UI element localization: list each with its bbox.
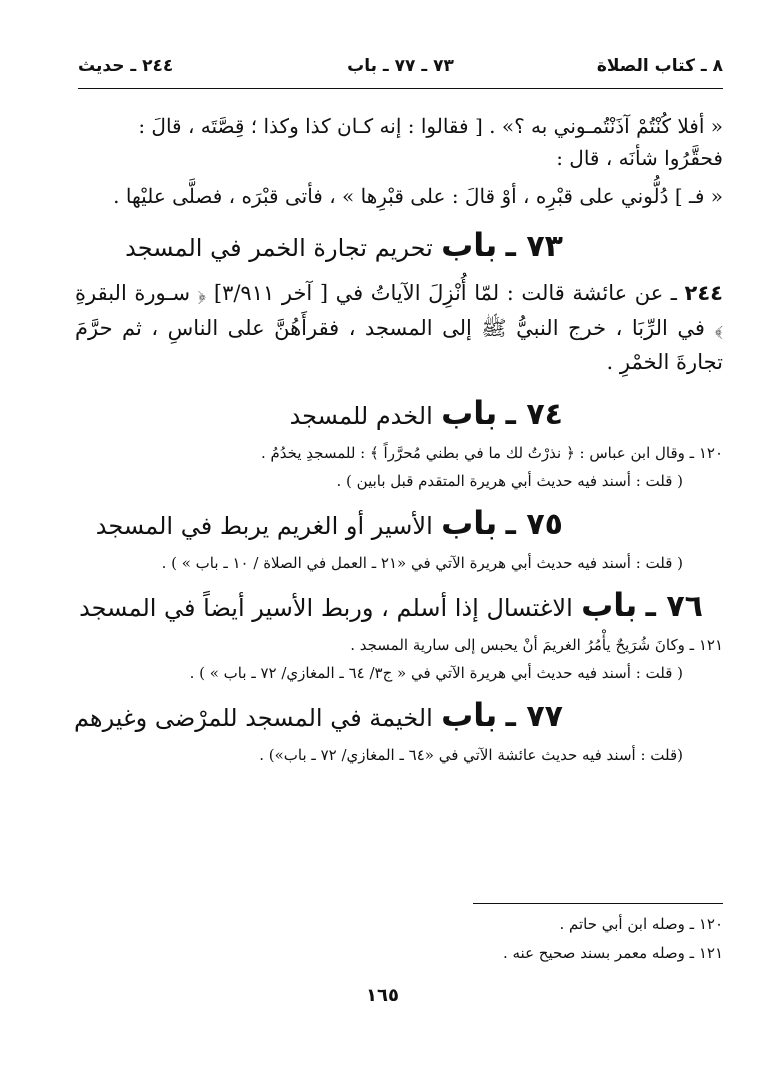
chapter-title: الخيمة في المسجد للمرْضى وغيرهم: [73, 703, 433, 732]
footnotes: [323, 910, 723, 967]
note-74: ( قلت : أسند فيه حديث أبي هريرة المتقدم قبل بابين ) .: [336, 471, 683, 490]
chapter-heading-76: [75, 586, 723, 624]
hadith-number: ٢٤٤: [684, 281, 723, 305]
header-chapter-range: ٧٣ ـ ٧٧ ـ باب: [347, 56, 454, 76]
chapter-title: تحريم تجارة الخمر في المسجد: [125, 234, 433, 262]
intro-line-2: فحقَّرُوا شأنَه ، قال :: [556, 146, 723, 170]
chapter-number: ٧٣ ـ: [505, 229, 563, 264]
chapter-bab: باب: [581, 585, 638, 624]
chapter-heading-73: [75, 226, 723, 264]
header-hadith-number: ٢٤٤ ـ حديث: [78, 56, 174, 76]
header-book-title: ٨ ـ كتاب الصلاة: [596, 56, 723, 76]
footnote-120: ١٢٠ ـ وصله ابن أبي حاتم .: [559, 915, 723, 933]
intro-line-3: « فـ ] دُلُّوني على قبْرِه ، أوْ قالَ : على قبْرِها » ، فأتى قبْرَه ، فصلَّى عليْها .: [113, 184, 723, 208]
chapter-number: ٧٦ ـ: [645, 588, 703, 624]
chapter-number: ٧٤ ـ: [505, 396, 563, 432]
running-header: [78, 52, 723, 89]
chapter-bab: باب: [441, 393, 498, 432]
page-body: [75, 110, 723, 778]
intro-line-1: « أفلا كُنْتُمْ آذَنْتُمـوني به ؟» . [ فقالوا : إنه كـان كذا وكذا ؛ قِصَّتَه ، قالَ :: [138, 114, 723, 138]
chapter-title: الأسير أو الغريم يربط في المسجد: [95, 511, 433, 540]
chapter-title: الخدم للمسجد: [289, 401, 433, 430]
chapter-number: ٧٥ ـ: [505, 506, 563, 542]
chapter-title: الاغتسال إذا أسلم ، وربط الأسير أيضاً في المسجد: [79, 593, 573, 622]
taliq-121: ١٢١ ـ وكانَ شُرَيحٌ يأْمُرُ الغريمَ أنْ يحبس إلى سارية المسجد .: [350, 635, 723, 654]
chapter-bab: باب: [441, 503, 498, 542]
footnote-divider: [473, 903, 723, 904]
chapter-heading-74: [75, 394, 723, 432]
note-77: (قلت : أسند فيه حديث عائشة الآتي في «٦٤ ـ المغازي/ ٧٢ ـ باب») .: [259, 745, 683, 764]
chapter-bab: باب: [441, 695, 498, 734]
note-76: ( قلت : أسند فيه حديث أبي هريرة الآتي في « ج٣/ ٦٤ ـ المغازي/ ٧٢ ـ باب » ) .: [189, 663, 683, 682]
taliq-120: ١٢٠ ـ وقال ابن عباس : ﴿ نذرْتُ لك ما في بطني مُحرَّراً ﴾ : للمسجدِ يخدُمُ .: [260, 443, 723, 462]
chapter-number: ٧٧ ـ: [505, 698, 563, 734]
note-75: ( قلت : أسند فيه حديث أبي هريرة الآتي في «٢١ ـ العمل في الصلاة / ١٠ ـ باب » ) .: [161, 553, 683, 572]
footnote-121: ١٢١ ـ وصله معمر بسند صحيح عنه .: [502, 943, 723, 962]
chapter-bab: باب: [441, 226, 498, 264]
hadith-text: ـ عن عائشة قالت : لمّا أُنْزِلَ الآياتُ في [ آخر ٣/٩١١] ﴿ سـورة البقرةِ ﴾ في الرِّبَا ، خرج النبيُّ ﷺ إلى المسجد ، فقرأَهُنَّ على الناسِ ، ثم حرَّمَ تجارةَ الخمْرِ .: [75, 281, 723, 375]
chapter-heading-75: [75, 504, 723, 542]
chapter-heading-77: [75, 696, 723, 734]
hadith-244: [75, 276, 723, 380]
page-number: ١٦٥: [366, 985, 399, 1006]
